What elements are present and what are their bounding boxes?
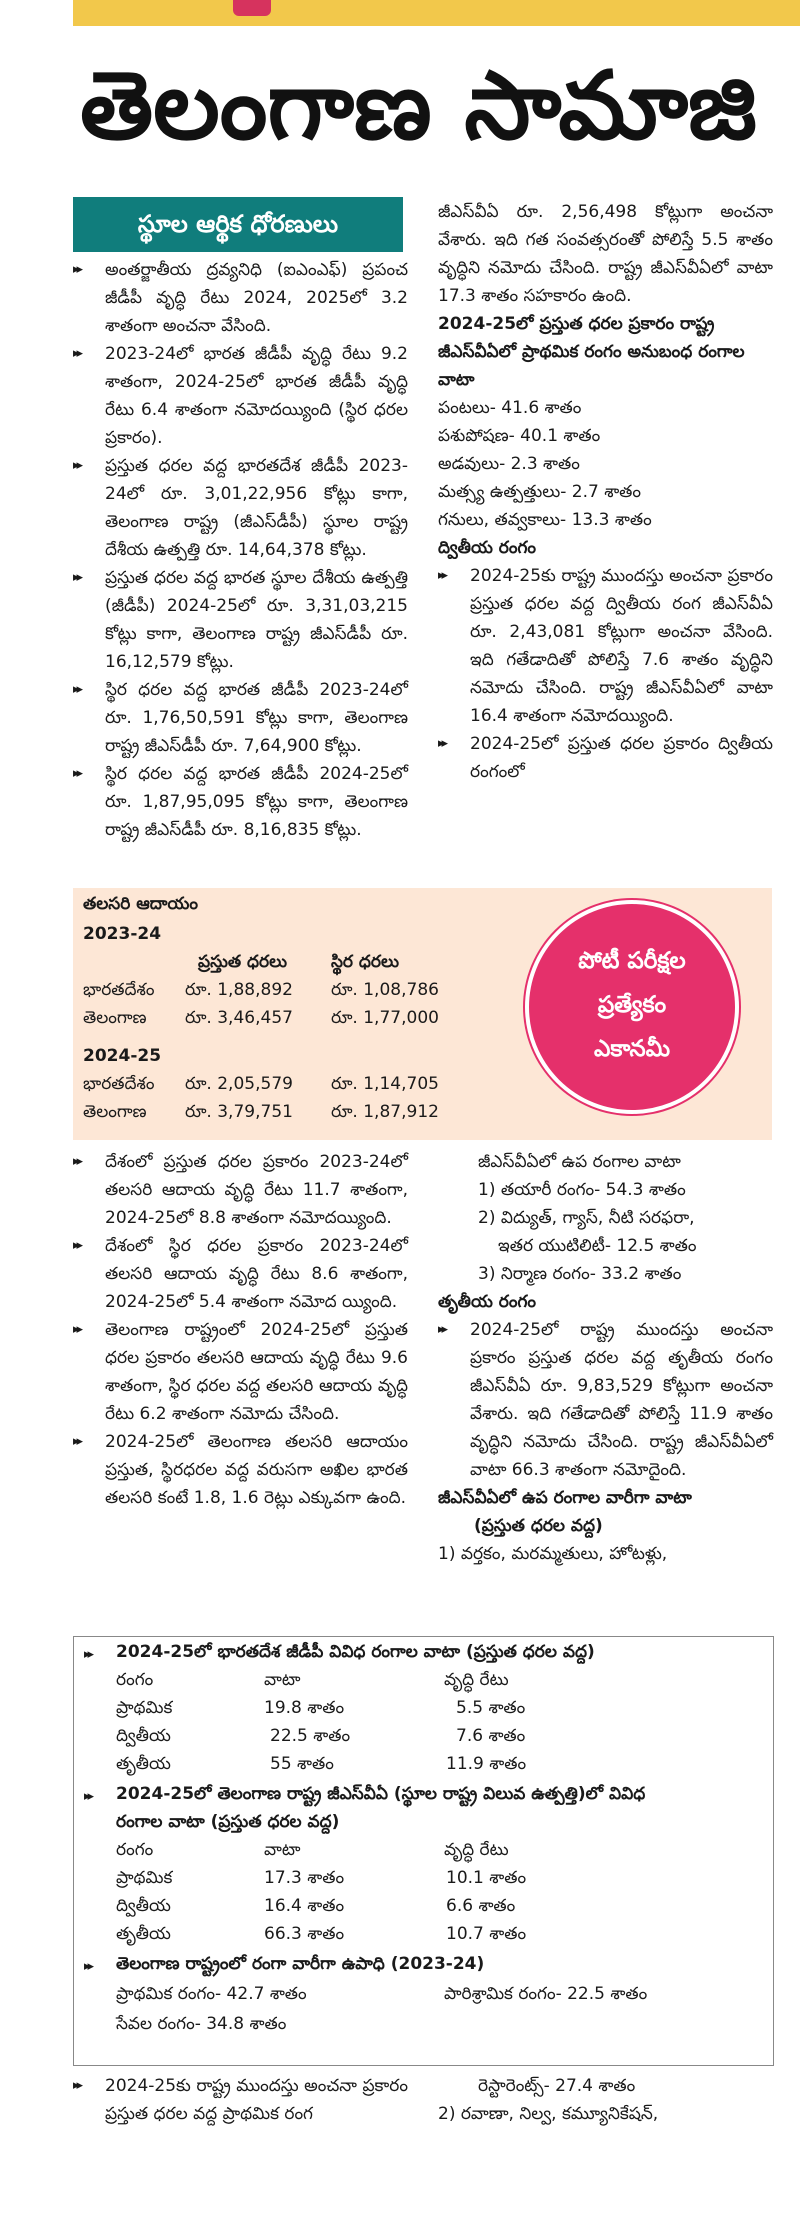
table-header: వృద్ధి రేటు [444,1840,509,1860]
table-cell: 5.5 శాతం [456,1698,526,1718]
row-constant: రూ. 1,08,786 [331,980,439,1000]
row-current: రూ. 3,79,751 [185,1102,293,1122]
bullet-item: ▸▸ స్థిర ధరల వద్ద భారత జీడీపీ 2024-25లో రూ. 1,87,95,095 కోట్లు కాగా, తెలంగాణ రాష్ట్ర జీఎస్‌డీపీ రూ. 8,16,835 కోట్లు. [73,760,408,844]
bullet-item: ▸▸ ప్రస్తుత ధరల వద్ద భారత స్థూల దేశీయ ఉత్పత్తి (జీడీపీ) 2024-25లో రూ. 3,31,03,215 కోట్లు కాగా, తెలంగాణ రాష్ట్ర జీఎస్‌డీపీ రూ. 16,12,579 కోట్లు. [73,564,408,676]
right-column-middle [438,1148,773,1568]
gsva-intro: జీఎస్‌వీఏ రూ. 2,56,498 కోట్లుగా అంచనా వేశారు. ఇది గత సంవత్సరంతో పోలిస్తే 5.5 శాతం వృద్ధిని నమోదు చేసింది. రాష్ట్ర జీఎస్‌వీఏలో వాటా 17.3 శాతం సహకారం ఉంది. [438,202,773,306]
row-constant: రూ. 1,14,705 [331,1074,439,1094]
col-current-prices: ప్రస్తుత ధరలు [198,952,288,972]
sub-sector-share-heading: జీఎస్‌వీఏలో ఉప రంగాల వారీగా వాటా [438,1488,692,1508]
sub-sector-item: 1) వర్తకం, మరమ్మతులు, హోటళ్లు, [438,1544,668,1564]
banner-logo [233,0,271,16]
table-cell: 66.3 శాతం [264,1924,345,1944]
per-capita-title: తలసరి ఆదాయం [83,894,198,914]
table-header: రంగం [116,1840,154,1860]
row-constant: రూ. 1,87,912 [331,1102,439,1122]
bottom-right [438,2072,773,2128]
badge-line: ఎకానమీ [593,1036,671,1062]
bullet-item: ▸▸ ప్రస్తుత ధరల వద్ద భారతదేశ జీడీపీ 2023-24లో రూ. 3,01,22,956 కోట్లు కాగా, తెలంగాణ రాష్ట్ర (జీఎస్‌డీపీ) స్థూల రాష్ట్ర దేశీయ ఉత్పత్తి రూ. 14,64,378 కోట్లు. [73,452,408,564]
table-cell: 19.8 శాతం [264,1698,345,1718]
bullet-item: ▸▸ 2023-24లో భారత జీడీపీ వృద్ధి రేటు 9.2 శాతంగా, 2024-25లో భారత జీడీపీ వృద్ధి రేటు 6.4 శాతంగా నమోదయ్యింది (స్థిర ధరల ప్రకారం). [73,340,408,452]
employment-primary: ప్రాథమిక రంగం- 42.7 శాతం [116,1984,307,2004]
bullet-icon: ▸▸ [84,1959,92,1974]
table-header: వాటా [264,1840,301,1860]
bullet-item: ▸▸ 2024-25లో రాష్ట్ర ముందస్తు అంచనా ప్రకారం ప్రస్తుత ధరల వద్ద తృతీయ రంగం జీఎస్‌వీఏ రూ. 9,83,529 కోట్లుగా అంచనా వేశారు. ఇది గతేడాదితో పోలిస్తే 11.9 శాతం వృద్ధిని నమోదు చేసింది. రాష్ట్ర జీఎస్‌వీఏలో వాటా 66.3 శాతంగా నమోదైంది. [438,1316,773,1484]
bullet-item: ▸▸ 2024-25కు రాష్ట్ర ముందస్తు అంచనా ప్రకారం ప్రస్తుత ధరల వద్ద ప్రాథమిక రంగ [73,2072,408,2128]
table-cell: 16.4 శాతం [264,1896,345,1916]
primary-item: మత్స్య ఉత్పత్తులు- 2.7 శాతం [438,482,642,502]
india-gdp-table-title: 2024-25లో భారతదేశ జీడీపీ వివిధ రంగాల వాటా (ప్రస్తుత ధరల వద్ద) [116,1642,595,1662]
bullet-item: ▸▸ దేశంలో ప్రస్తుత ధరల ప్రకారం 2023-24లో తలసరి ఆదాయ వృద్ధి రేటు 11.7 శాతంగా, 2024-25లో 8.8 శాతంగా నమోదయ్యింది. [73,1148,408,1232]
table-cell: 17.3 శాతం [264,1868,345,1888]
col-constant-prices: స్థిర ధరలు [331,952,399,972]
table-cell: 11.9 శాతం [446,1754,527,1774]
row-region: భారతదేశం [83,980,155,1000]
primary-item: గనులు, తవ్వకాలు- 13.3 శాతం [438,510,652,530]
bullet-icon: ▸▸ [84,1647,92,1662]
table-cell: 22.5 శాతం [270,1726,351,1746]
table-header: రంగం [116,1670,154,1690]
bullet-item: ▸▸ అంతర్జాతీయ ద్రవ్యనిధి (ఐఎంఎఫ్) ప్రపంచ జీడీపీ వృద్ధి రేటు 2024, 2025లో 3.2 శాతంగా అంచనా వేసింది. [73,256,408,340]
table-cell: తృతీయ [116,1754,171,1774]
sub-sector-item: రెస్టారెంట్స్- 27.4 శాతం [478,2076,636,2096]
table-cell: తృతీయ [116,1924,171,1944]
telangana-gsva-table-title: 2024-25లో తెలంగాణ రాష్ట్ర జీఎస్‌వీఏ (స్థూల రాష్ట్ర విలువ ఉత్పత్తి)లో వివిధ [116,1784,646,1804]
primary-sector-heading: 2024-25లో ప్రస్తుత ధరల ప్రకారం రాష్ట్ర జీఎస్‌వీఏలో ప్రాథమిక రంగం అనుబంధ రంగాల వాటా [438,314,745,390]
table-cell: 10.7 శాతం [446,1924,527,1944]
bullet-item: ▸▸ 2024-25కు రాష్ట్ర ముందస్తు అంచనా ప్రకారం ప్రస్తుత ధరల వద్ద ద్వితీయ రంగ జీఎస్‌వీఏ రూ. 2,43,081 కోట్లుగా అంచనా వేసింది. ఇది గతేడాదితో పోలిస్తే 7.6 శాతం వృద్ధిని నమోదు చేసింది. రాష్ట్ర జీఎస్‌వీఏలో వాటా 16.4 శాతంగా నమోదయ్యింది. [438,562,773,730]
bottom-left [73,2072,408,2128]
bullet-item: ▸▸ 2024-25లో ప్రస్తుత ధరల ప్రకారం ద్వితీయ రంగంలో [438,730,773,786]
badge-line: పోటీ పరీక్షల [578,948,686,974]
row-current: రూ. 2,05,579 [185,1074,293,1094]
primary-item: పంటలు- 41.6 శాతం [438,398,582,418]
row-region: తెలంగాణ [83,1102,147,1122]
table-cell: 55 శాతం [270,1754,334,1774]
table-header: వృద్ధి రేటు [444,1670,509,1690]
table-cell: ద్వితీయ [116,1726,171,1746]
secondary-sector-heading: ద్వితీయ రంగం [438,538,536,558]
row-region: తెలంగాణ [83,1008,147,1028]
sector-share-box [73,1636,774,2066]
sub-sector-item: 2) రవాణా, నిల్వ, కమ్యూనికేషన్, [438,2104,659,2124]
table-cell: ప్రాథమిక [116,1868,173,1888]
right-column-top [438,198,773,786]
sub-sector-intro: జీఎస్‌వీఏలో ఉప రంగాల వాటా [478,1152,681,1172]
sub-sector-item: 1) తయారీ రంగం- 54.3 శాతం [478,1180,686,1200]
table-cell: 7.6 శాతం [456,1726,526,1746]
competitive-exams-special-badge [525,900,739,1114]
row-constant: రూ. 1,77,000 [331,1008,439,1028]
year-label: 2024-25 [83,1046,162,1066]
top-banner-strip [73,0,800,26]
sub-sector-share-note: (ప్రస్తుత ధరల వద్ద) [474,1516,603,1536]
sub-sector-item: ఇతర యుటిలిటీ- 12.5 శాతం [498,1236,697,1256]
left-column-middle [73,1148,408,1512]
bullet-item: ▸▸ తెలంగాణ రాష్ట్రంలో 2024-25లో ప్రస్తుత ధరల ప్రకారం తలసరి ఆదాయ వృద్ధి రేటు 9.6 శాతంగా, స్థిర ధరల వద్ద తలసరి ఆదాయ వృద్ధి రేటు 6.2 శాతంగా నమోదు చేసింది. [73,1316,408,1428]
table-cell: ప్రాథమిక [116,1698,173,1718]
section-heading: స్థూల ఆర్థిక ధోరణులు [73,197,403,252]
employment-industrial: పారిశ్రామిక రంగం- 22.5 శాతం [444,1984,648,2004]
row-region: భారతదేశం [83,1074,155,1094]
employment-services: సేవల రంగం- 34.8 శాతం [116,2014,287,2034]
table-cell: 6.6 శాతం [446,1896,516,1916]
table-cell: 10.1 శాతం [446,1868,527,1888]
row-current: రూ. 1,88,892 [185,980,293,1000]
telangana-gsva-table-title-cont: రంగాల వాటా (ప్రస్తుత ధరల వద్ద) [116,1812,340,1832]
bullet-item: ▸▸ స్థిర ధరల వద్ద భారత జీడీపీ 2023-24లో రూ. 1,76,50,591 కోట్లు కాగా, తెలంగాణ రాష్ట్ర జీఎస్‌డీపీ రూ. 7,64,900 కోట్లు. [73,676,408,760]
year-label: 2023-24 [83,924,162,944]
bullet-icon: ▸▸ [84,1789,92,1804]
employment-title: తెలంగాణ రాష్ట్రంలో రంగా వారీగా ఉపాధి (2023-24) [116,1954,485,1974]
table-cell: ద్వితీయ [116,1896,171,1916]
table-header: వాటా [264,1670,301,1690]
primary-item: అడవులు- 2.3 శాతం [438,454,580,474]
left-column-top [73,197,408,844]
bullet-item: ▸▸ 2024-25లో తెలంగాణ తలసరి ఆదాయం ప్రస్తుత, స్థిరధరల వద్ద వరుసగా అఖిల భారత తలసరి కంటే 1.8, 1.6 రెట్లు ఎక్కువగా ఉంది. [73,1428,408,1512]
page-headline: తెలంగాణ సామాజి [80,52,757,161]
primary-item: పశుపోషణ- 40.1 శాతం [438,426,601,446]
tertiary-sector-heading: తృతీయ రంగం [438,1292,536,1312]
sub-sector-item: 2) విద్యుత్, గ్యాస్, నీటి సరఫరా, [478,1208,695,1228]
sub-sector-item: 3) నిర్మాణ రంగం- 33.2 శాతం [478,1264,682,1284]
row-current: రూ. 3,46,457 [185,1008,293,1028]
badge-line: ప్రత్యేకం [597,992,667,1018]
bullet-item: ▸▸ దేశంలో స్థిర ధరల ప్రకారం 2023-24లో తలసరి ఆదాయ వృద్ధి రేటు 8.6 శాతంగా, 2024-25లో 5.4 శాతంగా నమోద య్యింది. [73,1232,408,1316]
